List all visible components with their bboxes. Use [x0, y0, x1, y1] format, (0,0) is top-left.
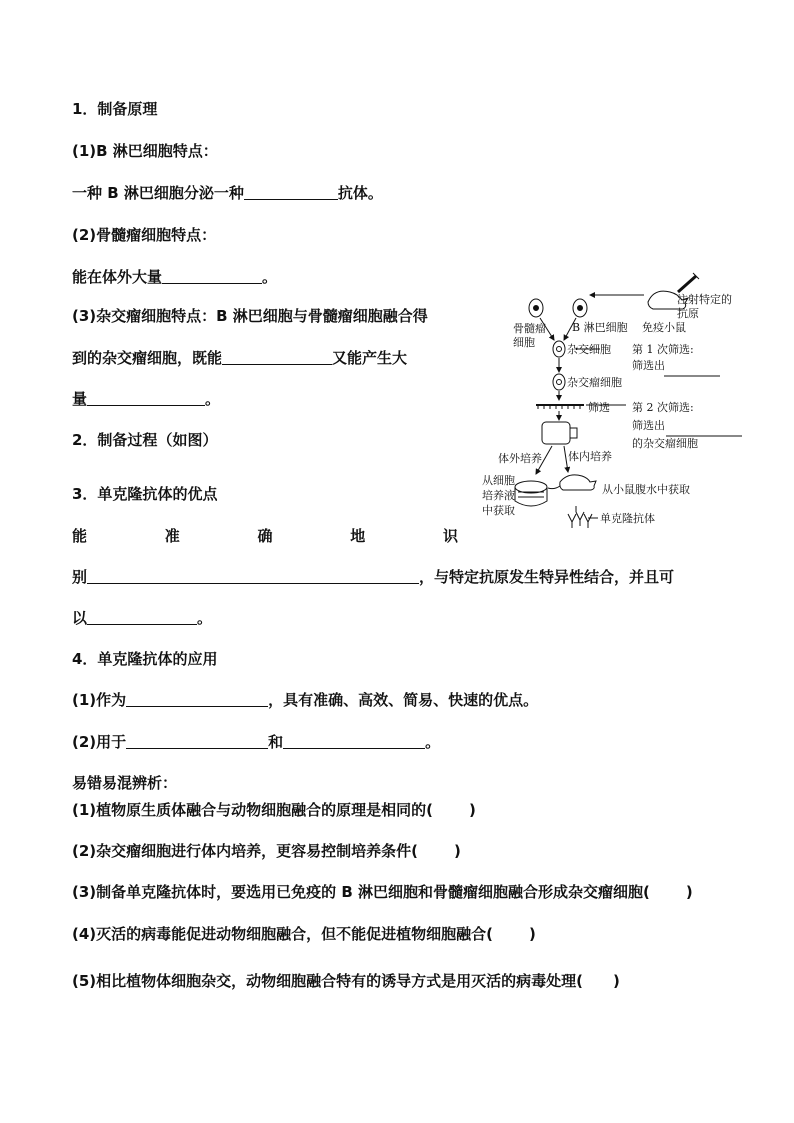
justified-word: 能 [72, 527, 88, 545]
label-immunized-mouse: 免疫小鼠 [642, 321, 686, 334]
label-b-cell: B 淋巴细胞 [572, 321, 628, 334]
label-from-cell-3: 中获取 [482, 504, 515, 517]
label-from-cell-2: 培养液 [482, 489, 515, 502]
sec3-post: 。 [197, 609, 213, 627]
b-cell-title: (1)B 淋巴细胞特点： [72, 142, 218, 160]
hybrid-cell-icon [553, 341, 565, 357]
b-cell-post: 抗体。 [337, 184, 383, 202]
hybrid-pre2: 量 [72, 390, 88, 408]
mistake-item [72, 924, 536, 944]
hybrid-line-3 [72, 389, 220, 409]
sec3-mid: ，与特定抗原发生特异性结合，并且可 [419, 568, 675, 586]
blank-antibody[interactable] [244, 184, 338, 200]
mouse-ascites-icon [560, 475, 596, 490]
mistake-item [72, 800, 476, 820]
close-paren: ) [613, 972, 620, 990]
myeloma-pre: 能在体外大量 [72, 268, 163, 286]
close-paren: ) [685, 883, 693, 901]
label-myeloma-1: 骨髓瘤 [513, 322, 546, 335]
hybrid-mid: 又能产生大 [332, 349, 408, 367]
b-cell-pre: 一种 B 淋巴细胞分泌一种 [72, 184, 244, 202]
justified-word: 识 [442, 527, 458, 545]
label-inject-2: 抗原 [677, 307, 699, 320]
blank-diagnostic[interactable] [126, 691, 268, 707]
mistake-text: (5)相比植物体细胞杂交，动物细胞融合特有的诱导方式是用灭活的病毒处理( [72, 972, 584, 990]
myeloma-line [72, 267, 277, 287]
label-in-vivo: 体内培养 [568, 450, 612, 463]
section-1-title: 1．制备原理 [72, 100, 158, 118]
app2-pre: (2)用于 [72, 733, 127, 751]
hybrid-line-1: (3)杂交瘤细胞特点：B 淋巴细胞与骨髓瘤细胞融合得 [72, 307, 428, 325]
label-in-vitro: 体外培养 [498, 452, 542, 465]
myeloma-post: 。 [262, 268, 278, 286]
culture-bottle-icon [542, 422, 570, 444]
justified-word: 地 [350, 527, 366, 545]
sec3-pre: 别 [72, 568, 88, 586]
close-paren: ) [454, 842, 461, 860]
label-screen-2a: 第 2 次筛选: [632, 401, 694, 414]
culture-dish-icon [515, 481, 547, 493]
blank-recognize[interactable] [87, 568, 419, 584]
label-screen-1b: 筛选出 [632, 359, 665, 372]
monoclonal-antibody-diagram [476, 270, 776, 532]
label-hybrid-cell: 杂交细胞 [567, 343, 611, 356]
antibody-icon [568, 512, 592, 528]
hybrid-line-2 [72, 348, 407, 368]
syringe-icon [678, 276, 696, 292]
blank-use-1[interactable] [126, 733, 268, 749]
mistake-text: (1)植物原生质体融合与动物细胞融合的原理是相同的( [72, 801, 434, 819]
label-hybridoma: 杂交瘤细胞 [567, 376, 622, 389]
application-2 [72, 732, 440, 752]
mistake-text: (4)灭活的病毒能促进动物细胞融合，但不能促进植物细胞融合( [72, 925, 494, 943]
application-1 [72, 690, 538, 710]
section-4-title: 4．单克隆抗体的应用 [72, 650, 218, 668]
close-paren: ) [529, 925, 536, 943]
mistake-text: (2)杂交瘤细胞进行体内培养，更容易控制培养条件( [72, 842, 419, 860]
label-screen: 筛选 [588, 401, 610, 414]
blank-mass-produce[interactable] [87, 609, 197, 625]
section-3-title: 3．单克隆抗体的优点 [72, 485, 218, 503]
section-3-line-2 [72, 567, 674, 587]
mistake-text: (3)制备单克隆抗体时，要选用已免疫的 B 淋巴细胞和骨髓瘤细胞融合形成杂交瘤细胞( [72, 883, 650, 901]
label-from-mouse: 从小鼠腹水中获取 [602, 483, 690, 496]
hybrid-post: 。 [205, 390, 221, 408]
app1-post: ，具有准确、高效、简易、快速的优点。 [268, 691, 539, 709]
hybridoma-cell-icon [553, 374, 565, 390]
myeloma-title: (2)骨髓瘤细胞特点： [72, 226, 217, 244]
label-screen-2c: 的杂交瘤细胞 [632, 437, 698, 450]
section-3-line-3 [72, 608, 212, 628]
mistake-item [72, 971, 620, 991]
label-inject-1: 注射特定的 [677, 293, 732, 306]
label-screen-2b: 筛选出 [632, 419, 665, 432]
b-cell-line [72, 183, 383, 203]
sec3-pre2: 以 [72, 609, 88, 627]
app2-post: 。 [425, 733, 441, 751]
justified-word: 确 [257, 527, 273, 545]
label-from-cell-1: 从细胞 [482, 474, 515, 487]
blank-hybrid-ability[interactable] [222, 349, 332, 365]
label-myeloma-2: 细胞 [513, 336, 535, 349]
label-screen-1a: 第 1 次筛选: [632, 343, 694, 356]
app2-mid: 和 [268, 733, 284, 751]
section-3-justified-line [72, 526, 458, 546]
mistake-item [72, 882, 693, 902]
section-2-title: 2．制备过程（如图） [72, 431, 218, 449]
blank-hybrid-produce[interactable] [87, 390, 205, 406]
app1-pre: (1)作为 [72, 691, 127, 709]
close-paren: ) [469, 801, 476, 819]
label-monoclonal-antibody: 单克隆抗体 [600, 512, 655, 525]
mistake-item [72, 841, 461, 861]
blank-proliferate[interactable] [162, 268, 262, 284]
mistakes-title: 易错易混辨析： [72, 774, 178, 792]
blank-use-2[interactable] [283, 733, 425, 749]
justified-word: 准 [164, 527, 180, 545]
hybrid-pre: 到的杂交瘤细胞，既能 [72, 349, 223, 367]
